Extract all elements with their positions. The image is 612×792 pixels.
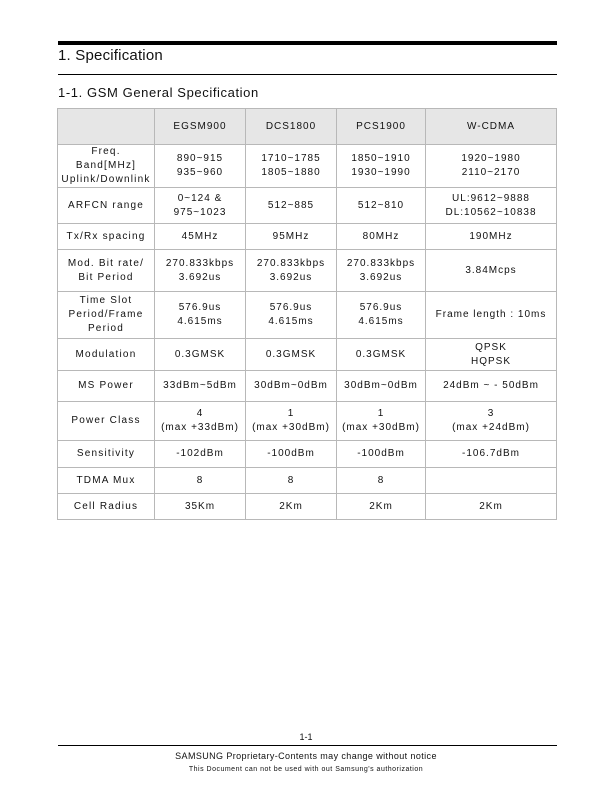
cell-line: 30dBm~0dBm [254, 380, 328, 391]
table-cell [426, 441, 557, 468]
table-cell [426, 224, 557, 250]
cell-line: -106.7dBm [462, 448, 520, 459]
cell-line: (max +30dBm) [342, 422, 420, 433]
table-cell [246, 402, 337, 441]
table-header-row [58, 109, 557, 145]
table-row [58, 188, 557, 224]
cell-line: 4 [196, 408, 204, 419]
cell-line: -100dBm [267, 448, 315, 459]
cell-line: (max +24dBm) [452, 422, 530, 433]
table-row [58, 441, 557, 468]
footer-rule [58, 745, 557, 746]
cell-line: 512~885 [267, 199, 315, 211]
row-label [58, 402, 155, 441]
table-cell [155, 468, 246, 494]
row-label-line: Band[MHz] [75, 160, 137, 171]
row-label-line: Bit Period [78, 271, 134, 283]
row-label [58, 224, 155, 250]
cell-line: 0~124 & [177, 192, 223, 204]
cell-line: 1710~1785 [261, 153, 321, 164]
table-cell [155, 188, 246, 224]
cell-line: 1 [377, 408, 385, 419]
cell-line: 2110~2170 [461, 167, 521, 178]
table-row [58, 145, 557, 188]
table-cell [337, 468, 426, 494]
table-cell [246, 292, 337, 339]
cell-line: 3.692us [359, 271, 403, 283]
cell-line: 270.833kbps [165, 257, 235, 269]
cell-line: 270.833kbps [346, 257, 416, 269]
table-cell [155, 402, 246, 441]
row-label-line: Power Class [71, 415, 141, 426]
table-row [58, 371, 557, 402]
row-label-line: TDMA Mux [76, 474, 136, 486]
cell-line: 0.3GMSK [355, 348, 407, 360]
table-cell [246, 224, 337, 250]
table-cell [155, 292, 246, 339]
table-cell [246, 188, 337, 224]
cell-line: 8 [196, 474, 204, 486]
cell-line: 95MHz [272, 230, 310, 242]
row-label [58, 494, 155, 520]
row-label-line: Modulation [75, 348, 137, 360]
table-body [58, 145, 557, 520]
row-label [58, 292, 155, 339]
cell-line: 35Km [184, 500, 216, 512]
cell-line: Frame length : 10ms [435, 309, 547, 320]
row-label-line: Cell Radius [73, 500, 139, 512]
cell-line: DL:10562~10838 [445, 206, 537, 218]
cell-line: 512~810 [357, 199, 405, 211]
row-label-line: Mod. Bit rate/ [67, 257, 145, 269]
cell-line: 8 [287, 474, 295, 486]
table-cell [426, 371, 557, 402]
table-row [58, 250, 557, 292]
cell-line: 3.84Mcps [465, 264, 517, 276]
cell-line: 576.9us [359, 302, 403, 313]
header-cell-pcs1900: PCS1900 [337, 109, 426, 145]
table-cell [246, 494, 337, 520]
gsm-spec-table [57, 108, 557, 520]
cell-line: 80MHz [362, 230, 400, 242]
table-cell [155, 224, 246, 250]
cell-line: (max +30dBm) [252, 422, 330, 433]
row-label [58, 468, 155, 494]
cell-line: 975~1023 [173, 206, 227, 218]
row-label-line: Freq. [91, 146, 121, 157]
table-cell [155, 339, 246, 371]
table-cell [426, 339, 557, 371]
table-cell [337, 224, 426, 250]
table-cell [426, 468, 557, 494]
table-cell [246, 145, 337, 188]
table-row [58, 402, 557, 441]
row-label [58, 145, 155, 188]
header-cell-egsm900: EGSM900 [155, 109, 246, 145]
cell-line: 576.9us [269, 302, 313, 313]
row-label-line: Period [87, 323, 125, 334]
cell-line: 1920~1980 [461, 153, 521, 164]
table-cell [337, 188, 426, 224]
cell-line: (max +33dBm) [161, 422, 239, 433]
table-cell [246, 250, 337, 292]
table-row [58, 468, 557, 494]
cell-line: 30dBm~0dBm [344, 380, 418, 391]
table-cell [246, 468, 337, 494]
header-cell-wcdma: W-CDMA [426, 109, 557, 145]
cell-line: 3.692us [178, 271, 222, 283]
table-cell [337, 250, 426, 292]
cell-line: -100dBm [357, 448, 405, 459]
cell-line: 1805~1880 [261, 167, 321, 178]
row-label-line: Uplink/Downlink [61, 174, 151, 185]
table-cell [337, 371, 426, 402]
cell-line: HQPSK [470, 355, 511, 367]
row-label-line: Sensitivity [76, 448, 136, 459]
cell-line: 0.3GMSK [174, 348, 226, 360]
table-cell [337, 494, 426, 520]
cell-line: 4.615ms [177, 316, 223, 327]
top-rule [58, 41, 557, 45]
header-cell-dcs1800: DCS1800 [246, 109, 337, 145]
cell-line: 24dBm ~ - 50dBm [443, 380, 539, 391]
table-cell [337, 339, 426, 371]
row-label-line: Period/Frame [68, 309, 144, 320]
cell-line: QPSK [475, 341, 507, 353]
table-cell [426, 402, 557, 441]
cell-line: 270.833kbps [256, 257, 326, 269]
footer-authorization: This Document can not be used with out Samsung's authorization [188, 766, 424, 773]
table-row [58, 224, 557, 250]
table-cell [155, 494, 246, 520]
table-cell [155, 145, 246, 188]
table-cell [155, 441, 246, 468]
cell-line: 1850~1910 [351, 153, 411, 164]
table-cell [155, 371, 246, 402]
row-label [58, 371, 155, 402]
table-row [58, 292, 557, 339]
cell-line: 0.3GMSK [265, 348, 317, 360]
table-cell [426, 292, 557, 339]
row-label-line: ARFCN range [68, 199, 144, 211]
cell-line: 2Km [369, 500, 393, 512]
cell-line: 3.692us [269, 271, 313, 283]
page-number: 1-1 [299, 732, 313, 742]
table-cell [246, 441, 337, 468]
table-cell [246, 339, 337, 371]
header-cell-empty [58, 109, 155, 145]
table-cell [426, 145, 557, 188]
section-title: 1. Specification [58, 47, 163, 64]
row-label-line: Tx/Rx spacing [66, 230, 146, 242]
table-cell [155, 250, 246, 292]
cell-line: 1 [287, 408, 295, 419]
cell-line: 4.615ms [268, 316, 314, 327]
cell-line: 8 [377, 474, 385, 486]
table-cell [337, 292, 426, 339]
cell-line: 890~915 [176, 153, 224, 164]
row-label-line: MS Power [78, 380, 134, 391]
cell-line: 4.615ms [358, 316, 404, 327]
table-cell [337, 441, 426, 468]
cell-line: 1930~1990 [351, 167, 411, 178]
row-label [58, 188, 155, 224]
cell-line: 33dBm~5dBm [163, 380, 237, 391]
cell-line: 576.9us [178, 302, 222, 313]
table-cell [426, 250, 557, 292]
table-cell [426, 494, 557, 520]
cell-line: 190MHz [469, 230, 513, 242]
row-label [58, 250, 155, 292]
cell-line: 935~960 [176, 167, 224, 178]
row-label [58, 441, 155, 468]
cell-line: 3 [487, 408, 495, 419]
table-cell [337, 145, 426, 188]
row-label-line: Time Slot [79, 295, 133, 306]
table-row [58, 494, 557, 520]
cell-line: -102dBm [176, 448, 224, 459]
cell-line: UL:9612~9888 [452, 192, 530, 204]
table-row [58, 339, 557, 371]
cell-line: 45MHz [181, 230, 219, 242]
table-cell [337, 402, 426, 441]
subsection-title: 1-1. GSM General Specification [58, 85, 259, 100]
section-title-rule [58, 74, 557, 75]
cell-line: 2Km [279, 500, 303, 512]
row-label [58, 339, 155, 371]
footer-notice: SAMSUNG Proprietary-Contents may change without notice [175, 751, 437, 761]
table-cell [246, 371, 337, 402]
cell-line: 2Km [479, 500, 503, 512]
table-cell [426, 188, 557, 224]
